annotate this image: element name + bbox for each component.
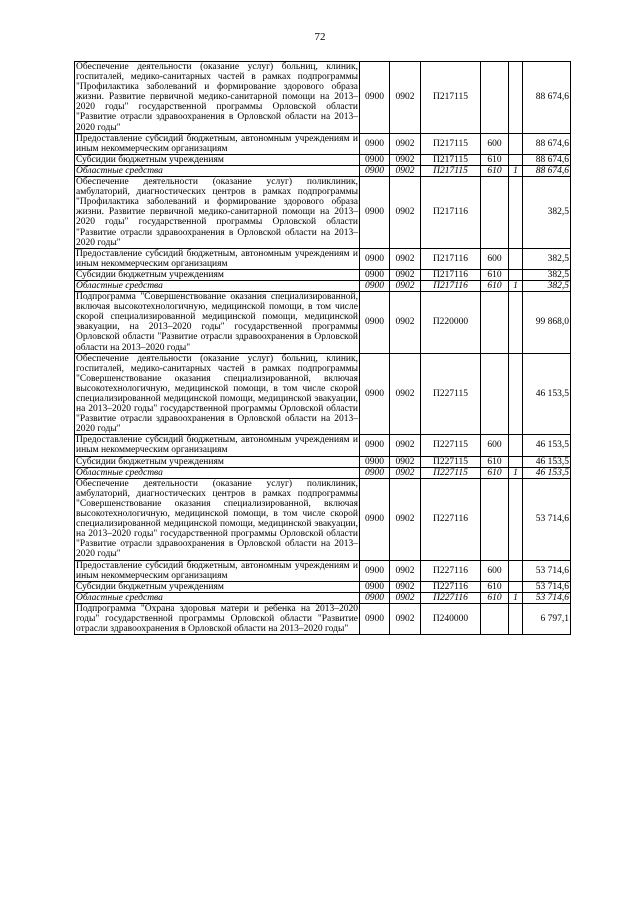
row-target-article: П227115 — [421, 467, 481, 478]
row-expense-type: 610 — [481, 165, 509, 176]
row-funding-source — [509, 603, 523, 634]
row-target-article: П227115 — [421, 435, 481, 456]
row-description: Обеспечение деятельности (оказание услуг) больниц, клиник, госпиталей, медико-санитарных частей в рамках подпрограммы "Совершенствование оказания специализированной, включая высокотехнологичную, медицинской помощи, в том числе скорой специализированной медицинской помощи, медицинской эвакуации, на 2013–2020 годы" государственной программы Орловской области "Развитие отрасли здравоохранения в Орловской области на 2013–2020 годы" — [76, 353, 358, 435]
row-target-article: П227116 — [421, 560, 481, 581]
row-subsection-code: 0902 — [390, 248, 421, 269]
row-description: Субсидии бюджетным учреждениям — [75, 581, 360, 592]
row-amount: 46 153,5 — [523, 353, 571, 435]
row-funding-source — [509, 62, 523, 134]
row-expense-type — [481, 353, 509, 435]
row-funding-source — [509, 292, 523, 354]
row-subsection-code: 0902 — [390, 478, 421, 560]
table-row — [75, 581, 571, 592]
row-section-code: 0900 — [360, 478, 390, 560]
row-funding-source — [509, 248, 523, 269]
row-description: Предоставление субсидий бюджетным, автономным учреждениям и иным некоммерческим организациям — [76, 133, 358, 154]
row-funding-source — [509, 269, 523, 280]
row-section-code: 0900 — [360, 154, 390, 165]
row-section-code: 0900 — [360, 292, 390, 354]
row-expense-type — [481, 177, 509, 249]
row-amount: 53 714,6 — [523, 592, 571, 603]
row-expense-type: 600 — [481, 560, 509, 581]
row-expense-type — [481, 292, 509, 354]
table-row — [75, 478, 571, 560]
row-section-code: 0900 — [360, 165, 390, 176]
row-target-article: П217115 — [421, 62, 481, 134]
row-funding-source: 1 — [509, 592, 523, 603]
row-funding-source: 1 — [509, 280, 523, 291]
row-section-code: 0900 — [360, 581, 390, 592]
row-amount: 99 868,0 — [523, 292, 571, 354]
row-section-code: 0900 — [360, 560, 390, 581]
row-section-code: 0900 — [360, 177, 390, 249]
row-funding-source — [509, 581, 523, 592]
row-subsection-code: 0902 — [390, 603, 421, 634]
table-row — [75, 133, 571, 154]
row-funding-source — [509, 478, 523, 560]
row-target-article: П217116 — [421, 280, 481, 291]
table-row — [75, 292, 571, 354]
row-subsection-code: 0902 — [390, 456, 421, 467]
row-amount: 46 153,5 — [523, 467, 571, 478]
row-expense-type — [481, 603, 509, 634]
row-subsection-code: 0902 — [390, 467, 421, 478]
page-number: 72 — [314, 31, 326, 43]
row-section-code: 0900 — [360, 248, 390, 269]
row-description: Обеспечение деятельности (оказание услуг) поликлиник, амбулаторий, диагностических центров в рамках подпрограммы "Совершенствование оказания специализированной, включая высокотехнологичную, медицинской помощи, в том числе скорой специализированной медицинской помощи, медицинской эвакуации, на 2013–2020 годы" государственной программы Орловской области "Развитие отрасли здравоохранения в Орловской области на 2013–2020 годы" — [76, 478, 358, 560]
row-subsection-code: 0902 — [390, 592, 421, 603]
row-section-code: 0900 — [360, 603, 390, 634]
row-description: Предоставление субсидий бюджетным, автономным учреждениям и иным некоммерческим организациям — [76, 560, 358, 581]
row-funding-source — [509, 133, 523, 154]
row-subsection-code: 0902 — [390, 581, 421, 592]
row-section-code: 0900 — [360, 269, 390, 280]
row-subsection-code: 0902 — [390, 269, 421, 280]
row-target-article: П217115 — [421, 165, 481, 176]
row-amount: 88 674,6 — [523, 154, 571, 165]
row-funding-source — [509, 353, 523, 435]
row-section-code: 0900 — [360, 62, 390, 134]
row-subsection-code: 0902 — [390, 560, 421, 581]
table-row — [75, 603, 571, 634]
row-target-article: П227116 — [421, 478, 481, 560]
row-expense-type: 610 — [481, 154, 509, 165]
table-row — [75, 177, 571, 249]
table-row — [75, 280, 571, 291]
row-description: Подпрограмма "Совершенствование оказания специализированной, включая высокотехнологичную, медицинской помощи, в том числе скорой специализированной медицинской помощи, медицинской эвакуации, на 2013–2020 годы" государственной программы Орловской области "Развитие отрасли здравоохранения в Орловской области на 2013–2020 годы" — [76, 292, 358, 353]
row-expense-type: 600 — [481, 248, 509, 269]
row-description: Субсидии бюджетным учреждениям — [75, 154, 360, 165]
budget-table — [74, 61, 571, 635]
row-funding-source: 1 — [509, 467, 523, 478]
row-amount: 6 797,1 — [523, 603, 571, 634]
row-target-article: П227116 — [421, 581, 481, 592]
row-subsection-code: 0902 — [390, 353, 421, 435]
row-description: Субсидии бюджетным учреждениям — [75, 456, 360, 467]
table-row — [75, 560, 571, 581]
row-description: Обеспечение деятельности (оказание услуг) поликлиник, амбулаторий, диагностических центров в рамках подпрограммы "Профилактика заболеваний и формирование здорового образа жизни. Развитие первичной медико-санитарной помощи на 2013–2020 годы" государственной программы Орловской области "Развитие отрасли здравоохранения в Орловской области на 2013–2020 годы" — [76, 177, 358, 248]
row-target-article: П217115 — [421, 133, 481, 154]
row-expense-type: 610 — [481, 280, 509, 291]
row-amount: 382,5 — [523, 280, 571, 291]
row-description: Предоставление субсидий бюджетным, автономным учреждениям и иным некоммерческим организациям — [76, 248, 358, 269]
row-amount: 382,5 — [523, 248, 571, 269]
row-subsection-code: 0902 — [390, 133, 421, 154]
table-row — [75, 248, 571, 269]
row-section-code: 0900 — [360, 353, 390, 435]
row-amount: 53 714,6 — [523, 560, 571, 581]
table-row — [75, 592, 571, 603]
row-subsection-code: 0902 — [390, 435, 421, 456]
row-description: Областные средства — [75, 280, 360, 291]
table-row — [75, 467, 571, 478]
row-description: Обеспечение деятельности (оказание услуг) больниц, клиник, госпиталей, медико-санитарных частей в рамках подпрограммы "Профилактика заболеваний и формирование здорового образа жизни. Развитие первичной медико-санитарной помощи на 2013–2020 годы" государственной программы Орловской области "Развитие отрасли здравоохранения в Орловской области на 2013–2020 годы" — [76, 62, 358, 133]
row-description: Предоставление субсидий бюджетным, автономным учреждениям и иным некоммерческим организациям — [76, 435, 358, 456]
row-target-article: П227115 — [421, 456, 481, 467]
row-expense-type: 600 — [481, 435, 509, 456]
row-expense-type: 610 — [481, 592, 509, 603]
row-target-article: П217116 — [421, 248, 481, 269]
row-expense-type: 610 — [481, 269, 509, 280]
row-subsection-code: 0902 — [390, 165, 421, 176]
row-subsection-code: 0902 — [390, 292, 421, 354]
row-target-article: П217115 — [421, 154, 481, 165]
row-funding-source: 1 — [509, 165, 523, 176]
table-row — [75, 62, 571, 134]
row-section-code: 0900 — [360, 133, 390, 154]
row-subsection-code: 0902 — [390, 280, 421, 291]
row-subsection-code: 0902 — [390, 177, 421, 249]
row-expense-type: 610 — [481, 456, 509, 467]
row-amount: 46 153,5 — [523, 435, 571, 456]
row-target-article: П220000 — [421, 292, 481, 354]
row-expense-type: 600 — [481, 133, 509, 154]
row-target-article: П227115 — [421, 353, 481, 435]
row-section-code: 0900 — [360, 435, 390, 456]
row-funding-source — [509, 560, 523, 581]
row-amount: 88 674,6 — [523, 62, 571, 134]
row-expense-type: 610 — [481, 467, 509, 478]
table-row — [75, 165, 571, 176]
row-funding-source — [509, 435, 523, 456]
row-expense-type — [481, 478, 509, 560]
row-expense-type — [481, 62, 509, 134]
row-amount: 46 153,5 — [523, 456, 571, 467]
row-amount: 53 714,6 — [523, 581, 571, 592]
row-description: Областные средства — [75, 467, 360, 478]
row-description: Подпрограмма "Охрана здоровья матери и ребенка на 2013–2020 годы" государственной программы Орловской области "Развитие отрасли здравоохранения в Орловской области на 2013–2020 годы" — [76, 603, 358, 635]
row-section-code: 0900 — [360, 456, 390, 467]
row-amount: 382,5 — [523, 269, 571, 280]
row-section-code: 0900 — [360, 467, 390, 478]
row-expense-type: 610 — [481, 581, 509, 592]
row-funding-source — [509, 177, 523, 249]
row-amount: 88 674,6 — [523, 165, 571, 176]
row-section-code: 0900 — [360, 280, 390, 291]
row-amount: 53 714,6 — [523, 478, 571, 560]
row-subsection-code: 0902 — [390, 62, 421, 134]
row-funding-source — [509, 154, 523, 165]
row-target-article: П227116 — [421, 592, 481, 603]
table-row — [75, 353, 571, 435]
row-funding-source — [509, 456, 523, 467]
table-row — [75, 435, 571, 456]
row-amount: 382,5 — [523, 177, 571, 249]
row-target-article: П217116 — [421, 177, 481, 249]
row-target-article: П240000 — [421, 603, 481, 634]
table-row — [75, 456, 571, 467]
row-amount: 88 674,6 — [523, 133, 571, 154]
row-description: Субсидии бюджетным учреждениям — [75, 269, 360, 280]
table-row — [75, 154, 571, 165]
row-description: Областные средства — [75, 165, 360, 176]
row-description: Областные средства — [75, 592, 360, 603]
row-section-code: 0900 — [360, 592, 390, 603]
row-subsection-code: 0902 — [390, 154, 421, 165]
row-target-article: П217116 — [421, 269, 481, 280]
table-row — [75, 269, 571, 280]
